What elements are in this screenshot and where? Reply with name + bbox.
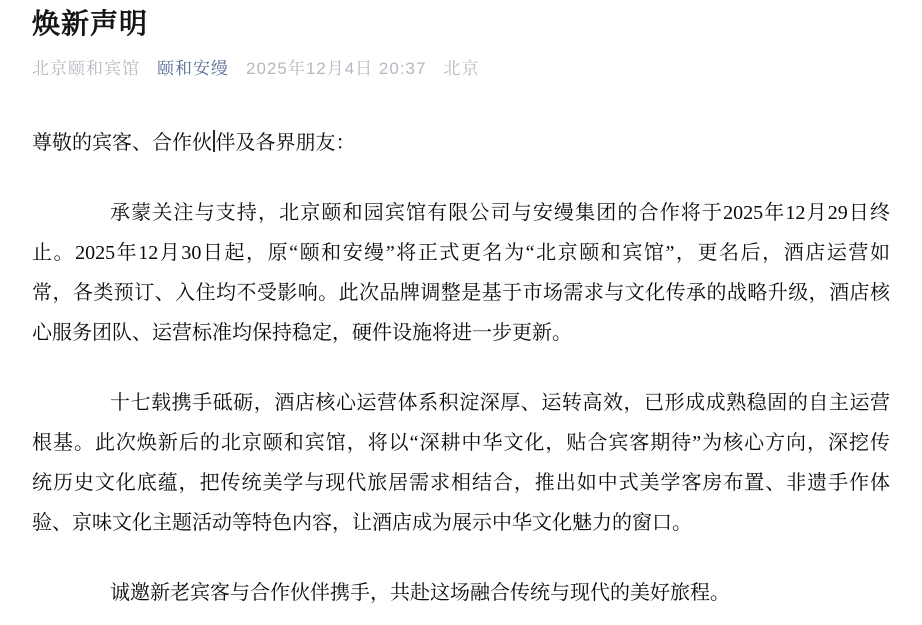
- paragraph: [32, 383, 890, 543]
- salutation-after-cursor: 伴及各界朋友：: [215, 132, 356, 154]
- text-line: 根基。此次焕新后的北京颐和宾馆，将以“深耕中华文化，贴合宾客期待”为核心方向，深挖传: [32, 432, 890, 454]
- text-line: 验、京味文化主题活动等特色内容，让酒店成为展示中华文化魅力的窗口。: [32, 512, 692, 534]
- salutation-paragraph: [32, 123, 890, 163]
- publish-location: 北京: [443, 59, 480, 78]
- text-line: 止。2025年12月30日起，原“颐和安缦”将正式更名为“北京颐和宾馆”，更名后，酒店运营如: [32, 242, 890, 264]
- author-name: 北京颐和宾馆: [32, 59, 140, 78]
- account-link[interactable]: 颐和安缦: [157, 59, 229, 78]
- text-cursor: [213, 130, 215, 152]
- article-meta: [32, 57, 890, 81]
- text-line: 心服务团队、运营标准均保持稳定，硬件设施将进一步更新。: [32, 322, 572, 344]
- text-line: 诚邀新老宾客与合作伙伴携手，共赴这场融合传统与现代的美好旅程。: [110, 582, 730, 604]
- paragraph: [32, 193, 890, 353]
- salutation-before-cursor: 尊敬的宾客、合作伙: [32, 132, 212, 154]
- text-line: 统历史文化底蕴，把传统美学与现代旅居需求相结合，推出如中式美学客房布置、非遗手作体: [32, 472, 890, 494]
- article-body: [32, 123, 890, 613]
- page-title: 焕新声明: [32, 8, 149, 39]
- paragraph: [32, 573, 890, 613]
- text-line: 承蒙关注与支持，北京颐和园宾馆有限公司与安缦集团的合作将于2025年12月29日终: [110, 202, 890, 224]
- text-line: [32, 123, 890, 163]
- publish-time: 2025年12月4日 20:37: [246, 59, 427, 78]
- text-line: 十七载携手砥砺，酒店核心运营体系积淀深厚、运转高效，已形成成熟稳固的自主运营: [110, 392, 890, 414]
- text-line: 常，各类预订、入住均不受影响。此次品牌调整是基于市场需求与文化传承的战略升级，酒店核: [32, 282, 890, 304]
